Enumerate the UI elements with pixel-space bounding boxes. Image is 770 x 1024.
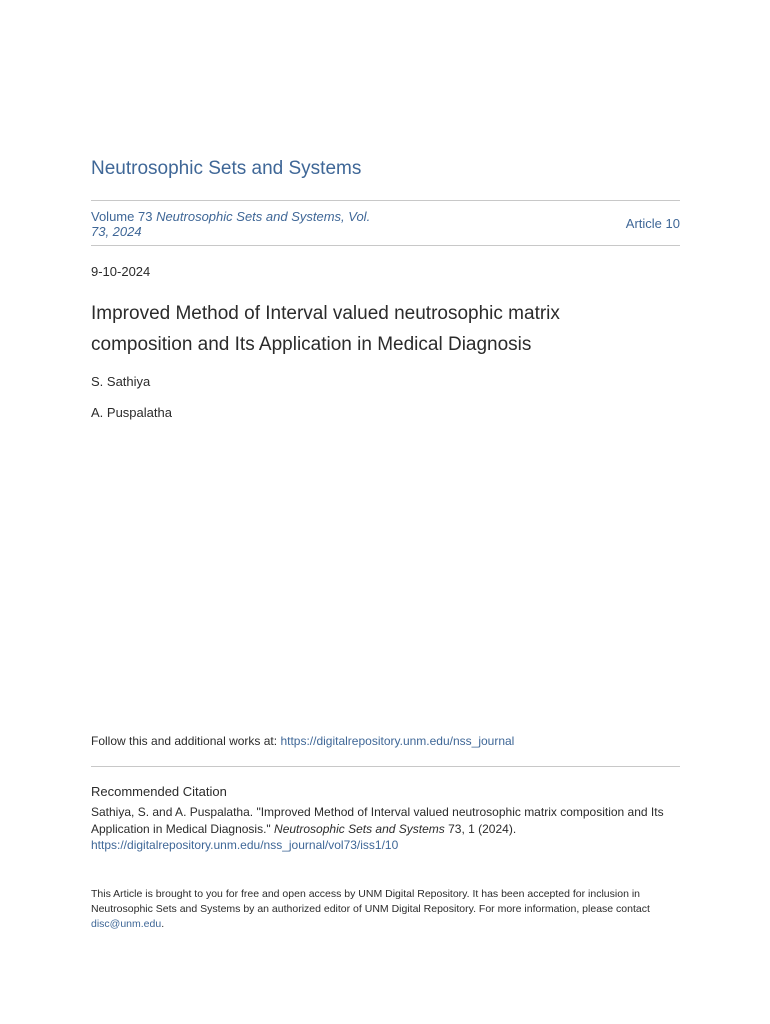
- issue-link[interactable]: Neutrosophic Sets and Systems, Vol. 73, 2024: [91, 209, 371, 239]
- citation-text: [91, 804, 680, 854]
- citation-link[interactable]: https://digitalrepository.unm.edu/nss_journal/vol73/iss1/10: [91, 838, 399, 852]
- recommended-citation-heading: Recommended Citation: [91, 784, 227, 799]
- author-name: A. Puspalatha: [91, 405, 172, 420]
- divider-volume: [91, 245, 680, 246]
- citation-body: Sathiya, S. and A. Puspalatha. "Improved Method of Interval valued neutrosophic matrix composition and Its Application in Medical Diagnosis.": [91, 805, 664, 836]
- follow-line: [91, 734, 514, 748]
- access-notice-text: This Article is brought to you for free and open access by UNM Digital Repository. It has been accepted for inclusion in Neutrosophic Sets and Systems by an authorized editor of UNM Digital Repository. For more information, please contact: [91, 888, 650, 915]
- access-notice: [91, 887, 651, 932]
- contact-email-link[interactable]: disc@unm.edu: [91, 918, 162, 930]
- author-name: S. Sathiya: [91, 374, 151, 389]
- divider-top: [91, 200, 680, 201]
- repository-link[interactable]: https://digitalrepository.unm.edu/nss_journal: [280, 734, 515, 748]
- citation-volume: 73, 1 (2024).: [444, 821, 517, 836]
- article-number-link[interactable]: Article 10: [625, 216, 680, 231]
- article-title: Improved Method of Interval valued neutrosophic matrix composition and Its Application in Medical Diagnosis: [91, 303, 560, 355]
- volume-link[interactable]: Volume 73: [91, 209, 153, 224]
- divider-citation: [91, 766, 680, 767]
- follow-text: Follow this and additional works at:: [91, 734, 281, 748]
- publication-date: 9-10-2024: [91, 264, 151, 279]
- volume-info: [91, 209, 391, 239]
- access-notice-end: .: [161, 918, 165, 930]
- citation-journal: Neutrosophic Sets and Systems: [274, 821, 445, 836]
- cover-page: [91, 0, 680, 1024]
- journal-title-link[interactable]: Neutrosophic Sets and Systems: [91, 158, 362, 179]
